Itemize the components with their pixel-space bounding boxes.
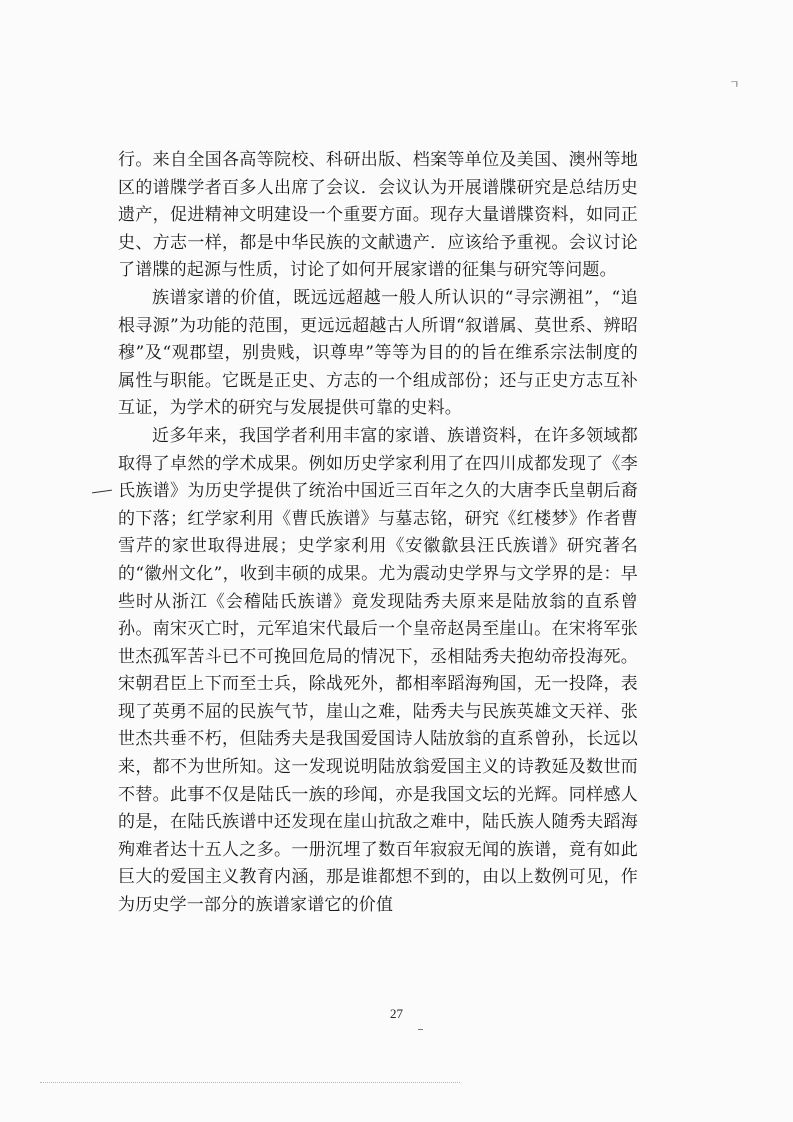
paragraph-continuation: 行。来自全国各高等院校、科研出版、档案等单位及美国、澳州等地区的谱牒学者百多人出席了会议．会议认为开展谱牒研究是总结历史遗产，促进精神文明建设一个重要方面。现存大量谱牒资料，如同正史、方志一样，都是中华民族的文献遗产．应该给予重视。会议讨论了谱牒的起源与性质，讨论了如何开展家谱的征集与研究等问题。 — [118, 150, 638, 281]
paragraph-genealogy-value: 族谱家谱的价值，既远远超越一般人所认识的“寻宗溯祖”，“追根寻源”为功能的范围，更远远超越古人所谓“叙谱属、莫世系、辨昭穆”及“观郡望，别贵贱，识尊卑”等等为目的的旨在维系宗法制度的属性与职能。它既是正史、方志的一个组成部份；还与正史方志互补互证，为学术的研究与发展提供可靠的史料。 — [118, 287, 638, 419]
body-text — [118, 147, 638, 920]
paragraph-scholarly-achievements: 近多年来，我国学者利用丰富的家谱、族谱资料，在许多领域都取得了卓然的学术成果。例如历史学家利用了在四川成都发现了《李氏族谱》为历史学提供了统治中国近三百年之久的大唐李氏皇朝后裔的下落；红学家利用《曹氏族谱》与墓志铭，研究《红楼梦》作者曹雪芹的家世取得进展；史学家利用《安徽歙县汪氏族谱》研究著名的“徽州文化”，收到丰硕的成果。尤为震动史学界与文学界的是：早些时从浙江《会稽陆氏族谱》竟发现陆秀夫原来是陆放翁的直系曾孙。南宋灭亡时，元军追宋代最后一个皇帝赵昺至崖山。在宋将军张世杰孤军苦斗已不可挽回危局的情况下，丞相陆秀夫抱幼帝投海死。宋朝君臣上下而至士兵，除战死外，都相率蹈海殉国，无一投降，表现了英勇不屈的民族气节，崖山之难，陆秀夫与民族英雄文天祥、张世杰共垂不朽，但陆秀夫是我国爱国诗人陆放翁的直系曾孙，长远以来，都不为世所知。这一发现说明陆放翁爱国主义的诗教延及数世而不替。此事不仅是陆氏一族的珍闻，亦是我国文坛的光辉。同样感人的是，在陆氏族谱中还发现在崖山抗敌之难中，陆氏族人随秀夫蹈海殉难者达十五人之多。一册沉埋了数百年寂寂无闻的族谱，竟有如此巨大的爱国主义教育内涵，那是谁都想不到的，由以上数例可见，作为历史学一部分的族谱家谱它的价值 — [118, 425, 638, 916]
stray-tick-mark — [418, 1029, 423, 1030]
footer-dotted-rule — [40, 1082, 460, 1083]
stray-pen-mark — [92, 490, 112, 494]
corner-mark: ㄱ — [729, 78, 740, 91]
page-number: 27 — [390, 1006, 403, 1021]
